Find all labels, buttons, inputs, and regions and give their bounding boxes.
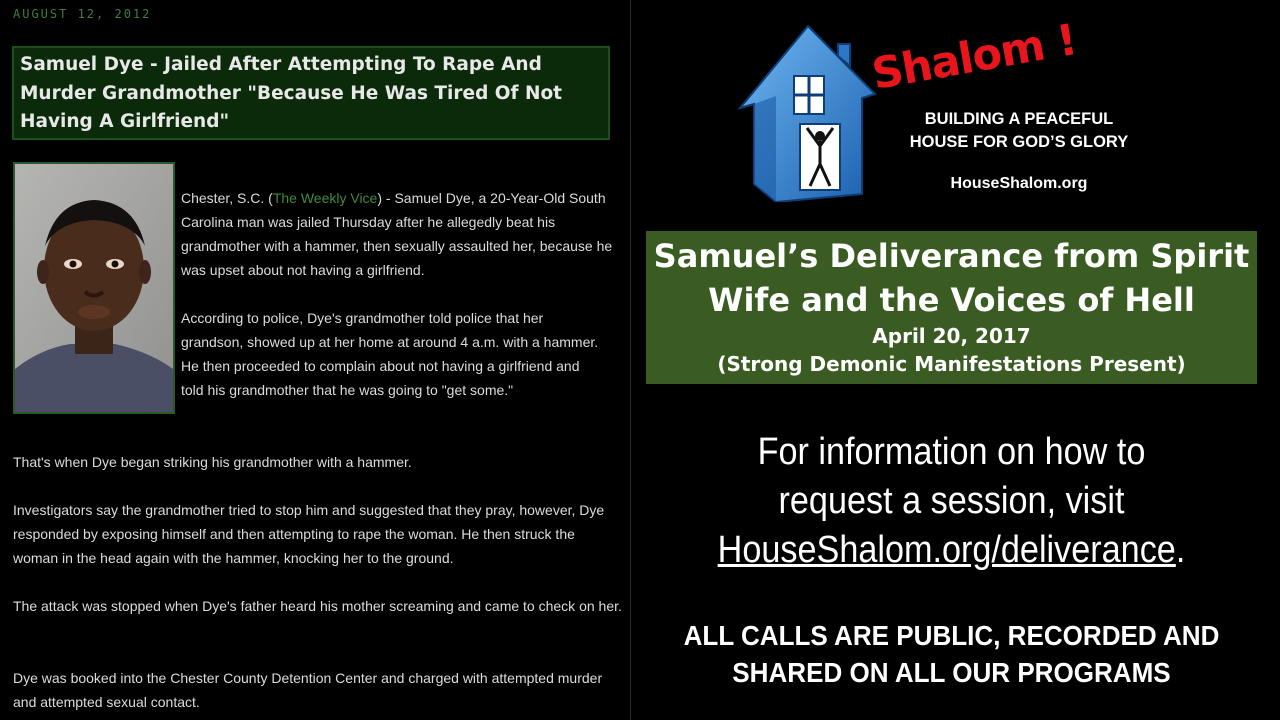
mugshot-photo <box>13 162 175 414</box>
article-date: AUGUST 12, 2012 <box>13 7 152 21</box>
article-paragraph-1 <box>181 186 621 282</box>
session-info <box>677 428 1227 575</box>
article-p1-rest: ) - Samuel Dye, a 20-Year-Old South Carolina man was jailed Thursday after he allegedly beat his grandmother with a hammer, then sexually assaulted her, because he was upset about not having a girlfriend. <box>181 190 613 278</box>
article-paragraph-6: Dye was booked into the Chester County Detention Center and charged with attempted murder and attempted sexual contact. <box>13 670 603 710</box>
article-paragraph-2: According to police, Dye's grandmother told police that her grandson, showed up at her home at around 4 a.m. with a hammer. He then proceeded to complain about not having a girlfriend and told his grandmother that he was going to "get some." <box>181 310 599 398</box>
article-paragraph-5: The attack was stopped when Dye's father heard his mother screaming and came to check on her. <box>13 598 622 614</box>
calls-line-1: ALL CALLS ARE PUBLIC, RECORDED AND <box>683 620 1220 651</box>
house-logo-icon <box>738 24 878 202</box>
info-line-1: For information on how to <box>757 431 1146 473</box>
source-link[interactable]: The Weekly Vice <box>272 190 378 206</box>
info-period: . <box>1175 529 1186 571</box>
session-title-banner <box>646 231 1257 384</box>
info-line-2: request a session, visit <box>778 480 1125 522</box>
shalom-logo-text: Shalom ! <box>868 14 1081 100</box>
panel-divider <box>630 0 631 720</box>
banner-note: (Strong Demonic Manifestations Present) <box>717 352 1186 376</box>
banner-title-line-2: Wife and the Voices of Hell <box>708 281 1195 319</box>
calls-line-2: SHARED ON ALL OUR PROGRAMS <box>732 657 1171 688</box>
article-headline: Samuel Dye - Jailed After Attempting To Rape And Murder Grandmother "Because He Was Tired Of Not Having A Girlfriend" <box>12 46 610 140</box>
banner-date: April 20, 2017 <box>872 324 1031 348</box>
article-panel <box>0 0 630 720</box>
logo-tagline <box>880 108 1158 154</box>
article-paragraph-3: That's when Dye began striking his grandmother with a hammer. <box>13 454 412 470</box>
site-url: HouseShalom.org <box>950 175 1088 192</box>
tagline-line-2: HOUSE FOR GOD’S GLORY <box>909 133 1129 151</box>
calls-notice <box>667 617 1235 691</box>
banner-title-line-1: Samuel’s Deliverance from Spirit <box>653 237 1250 275</box>
article-paragraph-4: Investigators say the grandmother tried to stop him and suggested that they pray, however, Dye responded by exposing himself and then attempting to rape the woman. He then struck the woman in the head again with the hammer, knocking her to the ground. <box>13 502 605 566</box>
deliverance-link[interactable]: HouseShalom.org/deliverance <box>717 529 1176 571</box>
tagline-line-1: BUILDING A PEACEFUL <box>924 110 1114 128</box>
article-p1-prefix: Chester, S.C. ( <box>181 190 273 206</box>
